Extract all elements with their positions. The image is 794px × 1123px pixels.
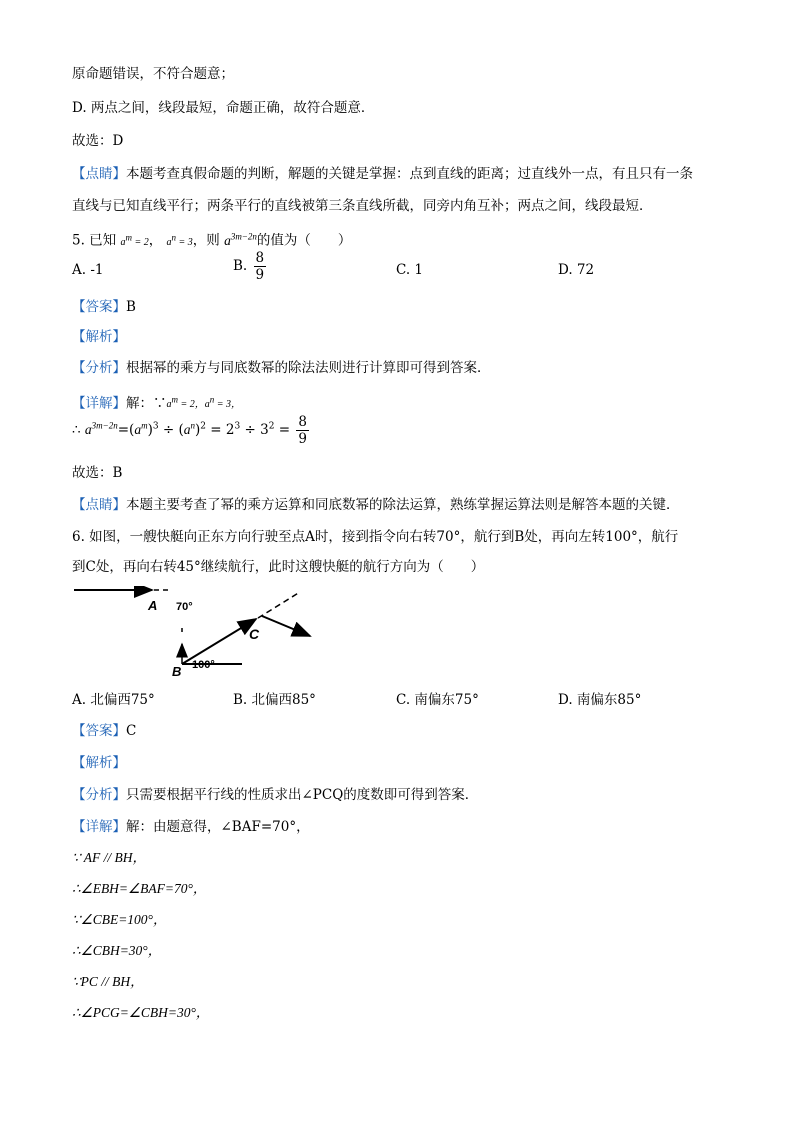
q5-option-a: A. -1 <box>72 262 104 278</box>
q6-step: ∵ AF // BH， <box>72 850 146 865</box>
label-70: 70° <box>176 601 193 613</box>
q6-step: ∴∠CBH=30°， <box>72 943 162 958</box>
dianjing-line <box>72 164 693 184</box>
q6-stem-line1: 6. 如图，一艘快艇向正东方向行驶至点A时，接到指令向右转70°，航行到B处，再向左转100°，航行 <box>72 529 679 545</box>
q5-formula: ∴ $a^{3m-2n}=(a^m)^3 \div (a^n)^2 = 2^3 \div 3^2$ = $\frac{8}{9}$ <box>72 414 307 447</box>
q5-fenxi: 【分析】根据幂的乘方与同底数幂的除法法则进行计算即可得到答案． <box>72 360 491 376</box>
q6-step: ∵∠CBE=100°， <box>72 912 167 927</box>
dianjing-text: 本题考查真假命题的判断，解题的关键是掌握：点到直线的距离；过直线外一点，有且只有一条 <box>126 166 693 182</box>
path-segment-bc <box>182 619 256 664</box>
q6-step: ∵PC // BH， <box>72 974 144 989</box>
q6-step: ∴∠EBH=∠BAF=70°， <box>72 881 207 896</box>
q6-option-b: B. 北偏西85° <box>233 692 316 708</box>
text-line: 原命题错误，不符合题意； <box>72 66 234 82</box>
dianjing-tag: 【点睛】 <box>72 166 126 182</box>
q5-stem: 5. 已知 $a^m = 2$， $a^n = 3$，则 $a^{3m-2n}$的值为（ ） <box>72 231 352 249</box>
label-100: 100° <box>192 659 215 671</box>
q6-jiexi: 【解析】 <box>72 755 126 771</box>
q6-stem-line2: 到C处，再向右转45°继续航行，此时这艘快艇的航行方向为（ ） <box>72 559 485 575</box>
q6-xiangjie: 【详解】解：由题意得，∠BAF=70°， <box>72 819 310 835</box>
q5-answer: 【答案】B <box>72 299 136 315</box>
q6-option-a: A. 北偏西75° <box>72 692 155 708</box>
text-line: D. 两点之间，线段最短，命题正确，故符合题意． <box>72 100 375 116</box>
q6-fenxi: 【分析】只需要根据平行线的性质求出∠PCQ的度数即可得到答案． <box>72 787 479 803</box>
label-a: A <box>148 598 158 613</box>
q6-figure <box>72 586 332 680</box>
q5-option-b: B. $\frac{8}{9}$ <box>233 250 265 283</box>
q6-option-c: C. 南偏东75° <box>396 692 479 708</box>
q5-xiangjie: 【详解】解：$\because a^m = 2$，$a^n = 3$， <box>72 395 241 412</box>
q5-option-d: D. 72 <box>558 262 595 278</box>
label-c: C <box>249 626 260 642</box>
q5-select: 故选：B <box>72 465 123 481</box>
q6-step: ∴∠PCG=∠CBH=30°， <box>72 1005 210 1020</box>
q5-option-c: C. 1 <box>396 262 424 278</box>
dashed-extension-c <box>258 592 300 618</box>
label-b: B <box>172 664 182 679</box>
q5-dianjing: 【点睛】本题主要考查了幂的乘方运算和同底数幂的除法运算，熟练掌握运算法则是解答本题的关键． <box>72 497 680 513</box>
q5-jiexi: 【解析】 <box>72 329 126 345</box>
text-line: 直线与已知直线平行；两条平行的直线被第三条直线所截，同旁内角互补；两点之间，线段最短． <box>72 198 653 214</box>
q6-option-d: D. 南偏东85° <box>558 692 642 708</box>
path-segment-after-c <box>262 616 310 636</box>
q6-answer: 【答案】C <box>72 723 137 739</box>
text-line: 故选：D <box>72 133 124 149</box>
